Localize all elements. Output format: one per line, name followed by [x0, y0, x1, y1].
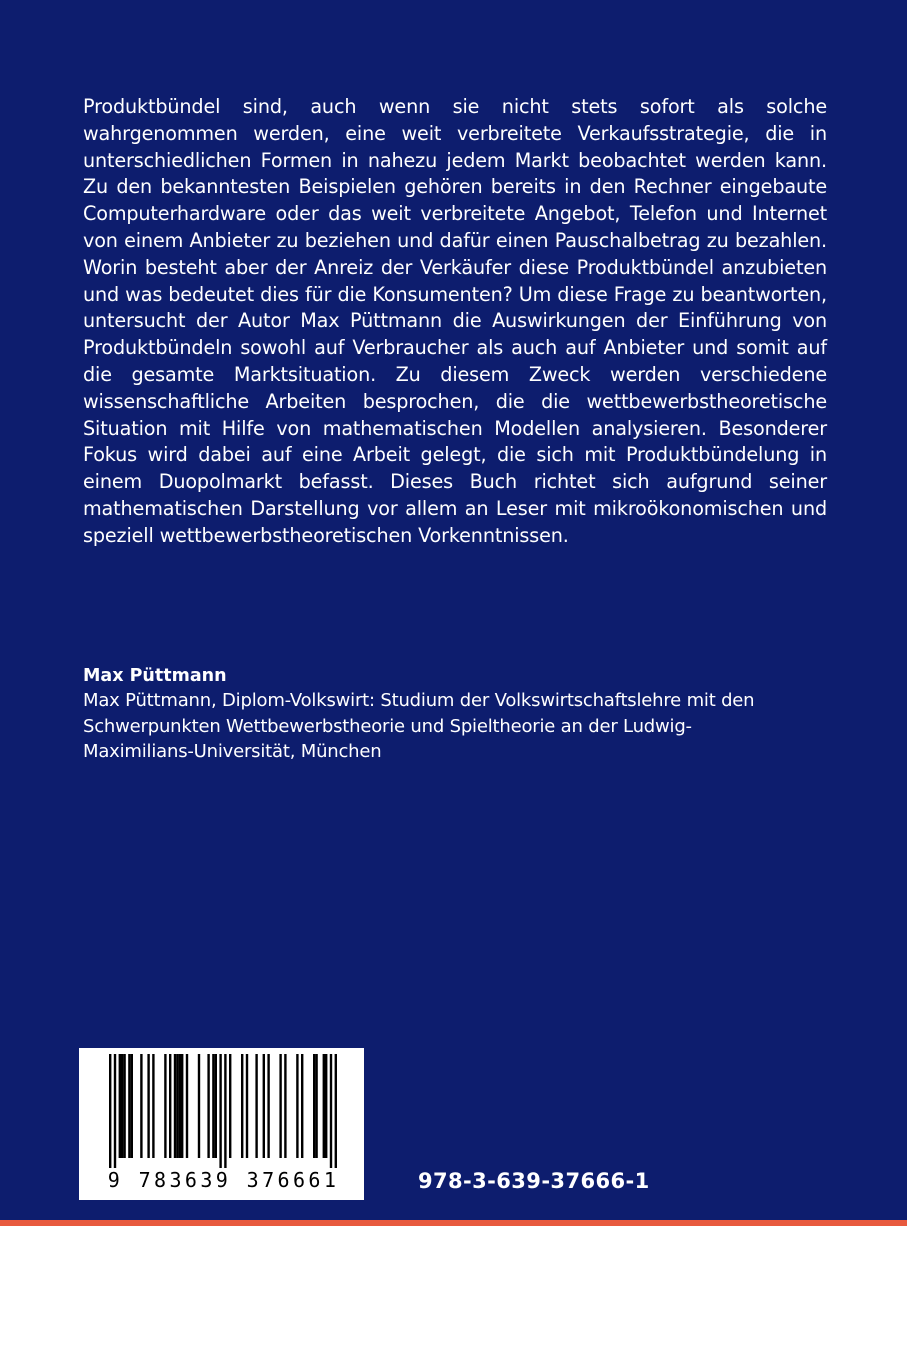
barcode-bar: [315, 1054, 317, 1158]
barcode-bar: [279, 1054, 281, 1158]
barcode-bar: [181, 1054, 183, 1158]
barcode-bar: [301, 1054, 303, 1158]
barcode-bar: [323, 1054, 325, 1158]
barcode-bar: [176, 1054, 178, 1158]
blurb-text: Produktbündel sind, auch wenn sie nicht stets sofort als solche wahrgenommen werden, eine weit verbreitete Verkaufsstrategie, die in unterschiedlichen Formen in nahezu jedem Markt beobachtet werden kann. Zu den bekanntesten Beispielen gehören bereits in den Rechner eingebaute Computerhardware oder das weit verbreitete Angebot, Telefon und Internet von einem Anbieter zu beziehen und dafür einen Pauschalbetrag zu bezahlen. Worin besteht aber der Anreiz der Verkäufer diese Produktbündel anzubieten und was bedeutet dies für die Konsumenten? Um diese Frage zu beantworten, untersucht der Autor Max Püttmann die Auswirkungen der Einführung von Produktbündeln sowohl auf Verbraucher als auch auf Anbieter und somit auf die gesamte Marktsituation. Zu diesem Zweck werden verschiedene wissenschaftliche Arbeiten besprochen, die die wettbewerbstheoretische Situation mit Hilfe von mathematischen Modellen analysieren. Besonderer Fokus wird dabei auf eine Arbeit gelegt, die sich mit Produktbündelung in einem Duopolmarkt befasst. Dieses Buch richtet sich aufgrund seiner mathematischen Darstellung vor allem an Leser mit mikroökonomischen und speziell wettbewerbstheoretischen Vorkenntnissen.: [83, 95, 827, 547]
barcode-bar: [313, 1054, 315, 1158]
author-bio-line: Schwerpunkten Wettbewerbstheorie und Spieltheorie an der Ludwig-: [83, 715, 692, 737]
barcode-bar: [119, 1054, 121, 1158]
barcode-bar: [246, 1054, 248, 1158]
barcode-bar: [296, 1054, 298, 1158]
barcode-bar: [128, 1054, 130, 1158]
barcode-bar: [174, 1054, 176, 1158]
barcode-bar: [241, 1054, 243, 1158]
barcode-bar: [284, 1054, 286, 1158]
barcode-bar: [325, 1054, 327, 1158]
barcode-bar: [131, 1054, 133, 1158]
barcode-bar: [207, 1054, 209, 1158]
barcode-bar: [212, 1054, 214, 1158]
barcode-bar: [215, 1054, 217, 1158]
barcode-bar: [114, 1054, 116, 1168]
barcode-bars: [81, 1050, 362, 1168]
barcode-bar: [219, 1054, 221, 1168]
barcode-bar: [164, 1054, 166, 1158]
barcode-bar: [186, 1054, 188, 1158]
barcode-bar: [121, 1054, 123, 1158]
isbn-number: 978-3-639-37666-1: [418, 1169, 650, 1193]
barcode-bar: [267, 1054, 269, 1158]
barcode-digits: 9 783639 376661: [107, 1168, 340, 1192]
bottom-color-band: [0, 1220, 907, 1226]
barcode-bar: [263, 1054, 265, 1158]
author-name: Max Püttmann: [83, 666, 227, 686]
barcode-bar: [152, 1054, 154, 1158]
author-bio-line: Max Püttmann, Diplom-Volkswirt: Studium der Volkswirtschaftslehre mit den: [83, 690, 755, 711]
barcode-bar: [179, 1054, 181, 1158]
barcode: [79, 1048, 364, 1200]
author-bio-line: Maximilians-Universität, München: [83, 741, 382, 762]
barcode-bar: [330, 1054, 332, 1168]
barcode-bar: [224, 1054, 226, 1168]
barcode-bar: [109, 1054, 111, 1168]
barcode-bar: [335, 1054, 337, 1168]
barcode-bar: [198, 1054, 200, 1158]
barcode-bar: [169, 1054, 171, 1158]
author-bio: [83, 688, 827, 765]
barcode-bar: [255, 1054, 257, 1158]
barcode-bar: [147, 1054, 149, 1158]
barcode-bar: [123, 1054, 125, 1158]
barcode-bar: [229, 1054, 231, 1158]
barcode-bar: [140, 1054, 142, 1158]
